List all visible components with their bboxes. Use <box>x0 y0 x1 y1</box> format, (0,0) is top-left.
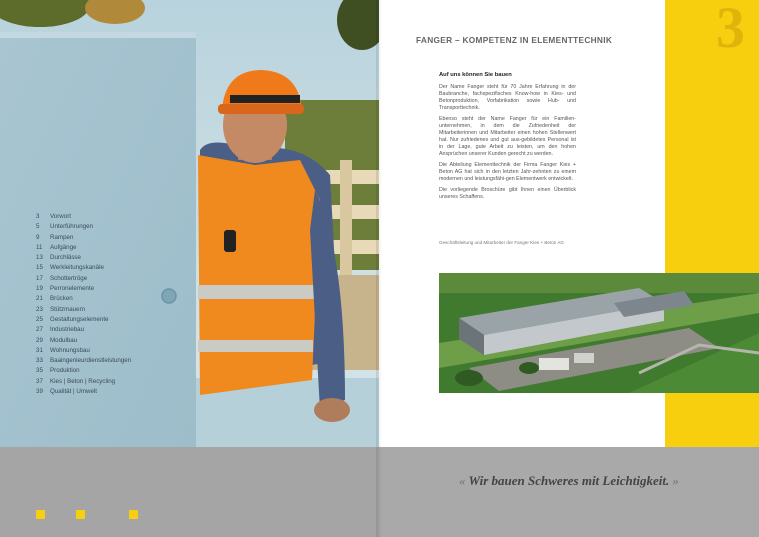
toc-item[interactable]: 27 Industriebau <box>36 326 85 334</box>
toc-item[interactable]: 37 Kies | Beton | Recycling <box>36 377 116 385</box>
page-title: FANGER – KOMPETENZ IN ELEMENTTECHNIK <box>416 35 613 45</box>
yellow-square-marker <box>129 510 138 519</box>
toc-item[interactable]: 31 Wohnungsbau <box>36 346 90 354</box>
intro-paragraph: Die vorliegende Broschüre gibt Ihnen einen Überblick unseres Schaffens. <box>439 187 576 200</box>
toc-item[interactable]: 25 Gestaltungselemente <box>36 315 109 323</box>
toc-item[interactable]: 5 Unterführungen <box>36 223 93 231</box>
tagline-text: Wir bauen Schweres mit Leichtigkeit. <box>468 473 670 488</box>
intro-heading: Auf uns können Sie bauen <box>439 72 512 78</box>
intro-paragraph: Ebenso steht der Name Fanger für ein Familien-unternehmen, in dem die Zufriedenheit der Mitarbeiterinnen und Mitarbeiter einen hohen Stellenwert hat. Nur zufriedenes und gut aus-gebildetes Personal ist in der Lage, gute Arbeit zu leisten, um den hohen Ansprüchen unserer Kunden gerecht zu werden. <box>439 116 576 157</box>
toc-item[interactable]: 17 Schottertröge <box>36 274 88 282</box>
table-of-contents <box>36 212 196 397</box>
right-footer-band <box>379 447 759 537</box>
intro-text-column <box>439 72 576 205</box>
toc-item[interactable]: 29 Modulbau <box>36 336 78 344</box>
toc-item[interactable]: 19 Perronelemente <box>36 285 95 293</box>
signature-caption: Geschäftsleitung und Mitarbeiter der Fanger Kies + Beton AG <box>439 240 564 245</box>
yellow-square-marker <box>36 510 45 519</box>
toc-item[interactable]: 23 Stützmauern <box>36 305 86 313</box>
toc-item[interactable]: 33 Baaingenieurdienstleistungen <box>36 357 132 365</box>
toc-item[interactable]: 39 Qualität | Umwelt <box>36 388 97 396</box>
left-footer-band <box>0 447 379 537</box>
toc-item[interactable]: 21 Brücken <box>36 295 73 303</box>
toc-item[interactable]: 3 Vorwort <box>36 213 71 220</box>
page-spine <box>376 0 382 537</box>
factory-aerial-photo <box>439 273 759 393</box>
intro-paragraph: Die Abteilung Elementtechnik der Firma Fanger Kies + Beton AG hat sich in den letzten Jahr-zehnten zu einem modernen und leistungsfähi-gen Elementwerk entwickelt. <box>439 162 576 182</box>
page-number: 3 <box>716 0 745 60</box>
quote-open: « <box>459 473 466 488</box>
yellow-square-marker <box>76 510 85 519</box>
toc-item[interactable]: 15 Werkleitungskanäle <box>36 264 104 272</box>
tagline <box>379 473 759 489</box>
toc-item[interactable]: 11 Aufgänge <box>36 243 77 251</box>
toc-item[interactable]: 9 Rampen <box>36 233 74 241</box>
left-page <box>0 0 379 537</box>
toc-item[interactable]: 13 Durchlässe <box>36 254 81 262</box>
intro-paragraph: Der Name Fanger steht für 70 Jahre Erfahrung in der Baubranche, fachspezifisches Know-how in Kies- und Betonproduktion, Vorfabrikation sowie Hub- und Transporttechnik. <box>439 84 576 111</box>
toc-item[interactable]: 35 Produktion <box>36 367 80 375</box>
quote-close: » <box>672 473 679 488</box>
